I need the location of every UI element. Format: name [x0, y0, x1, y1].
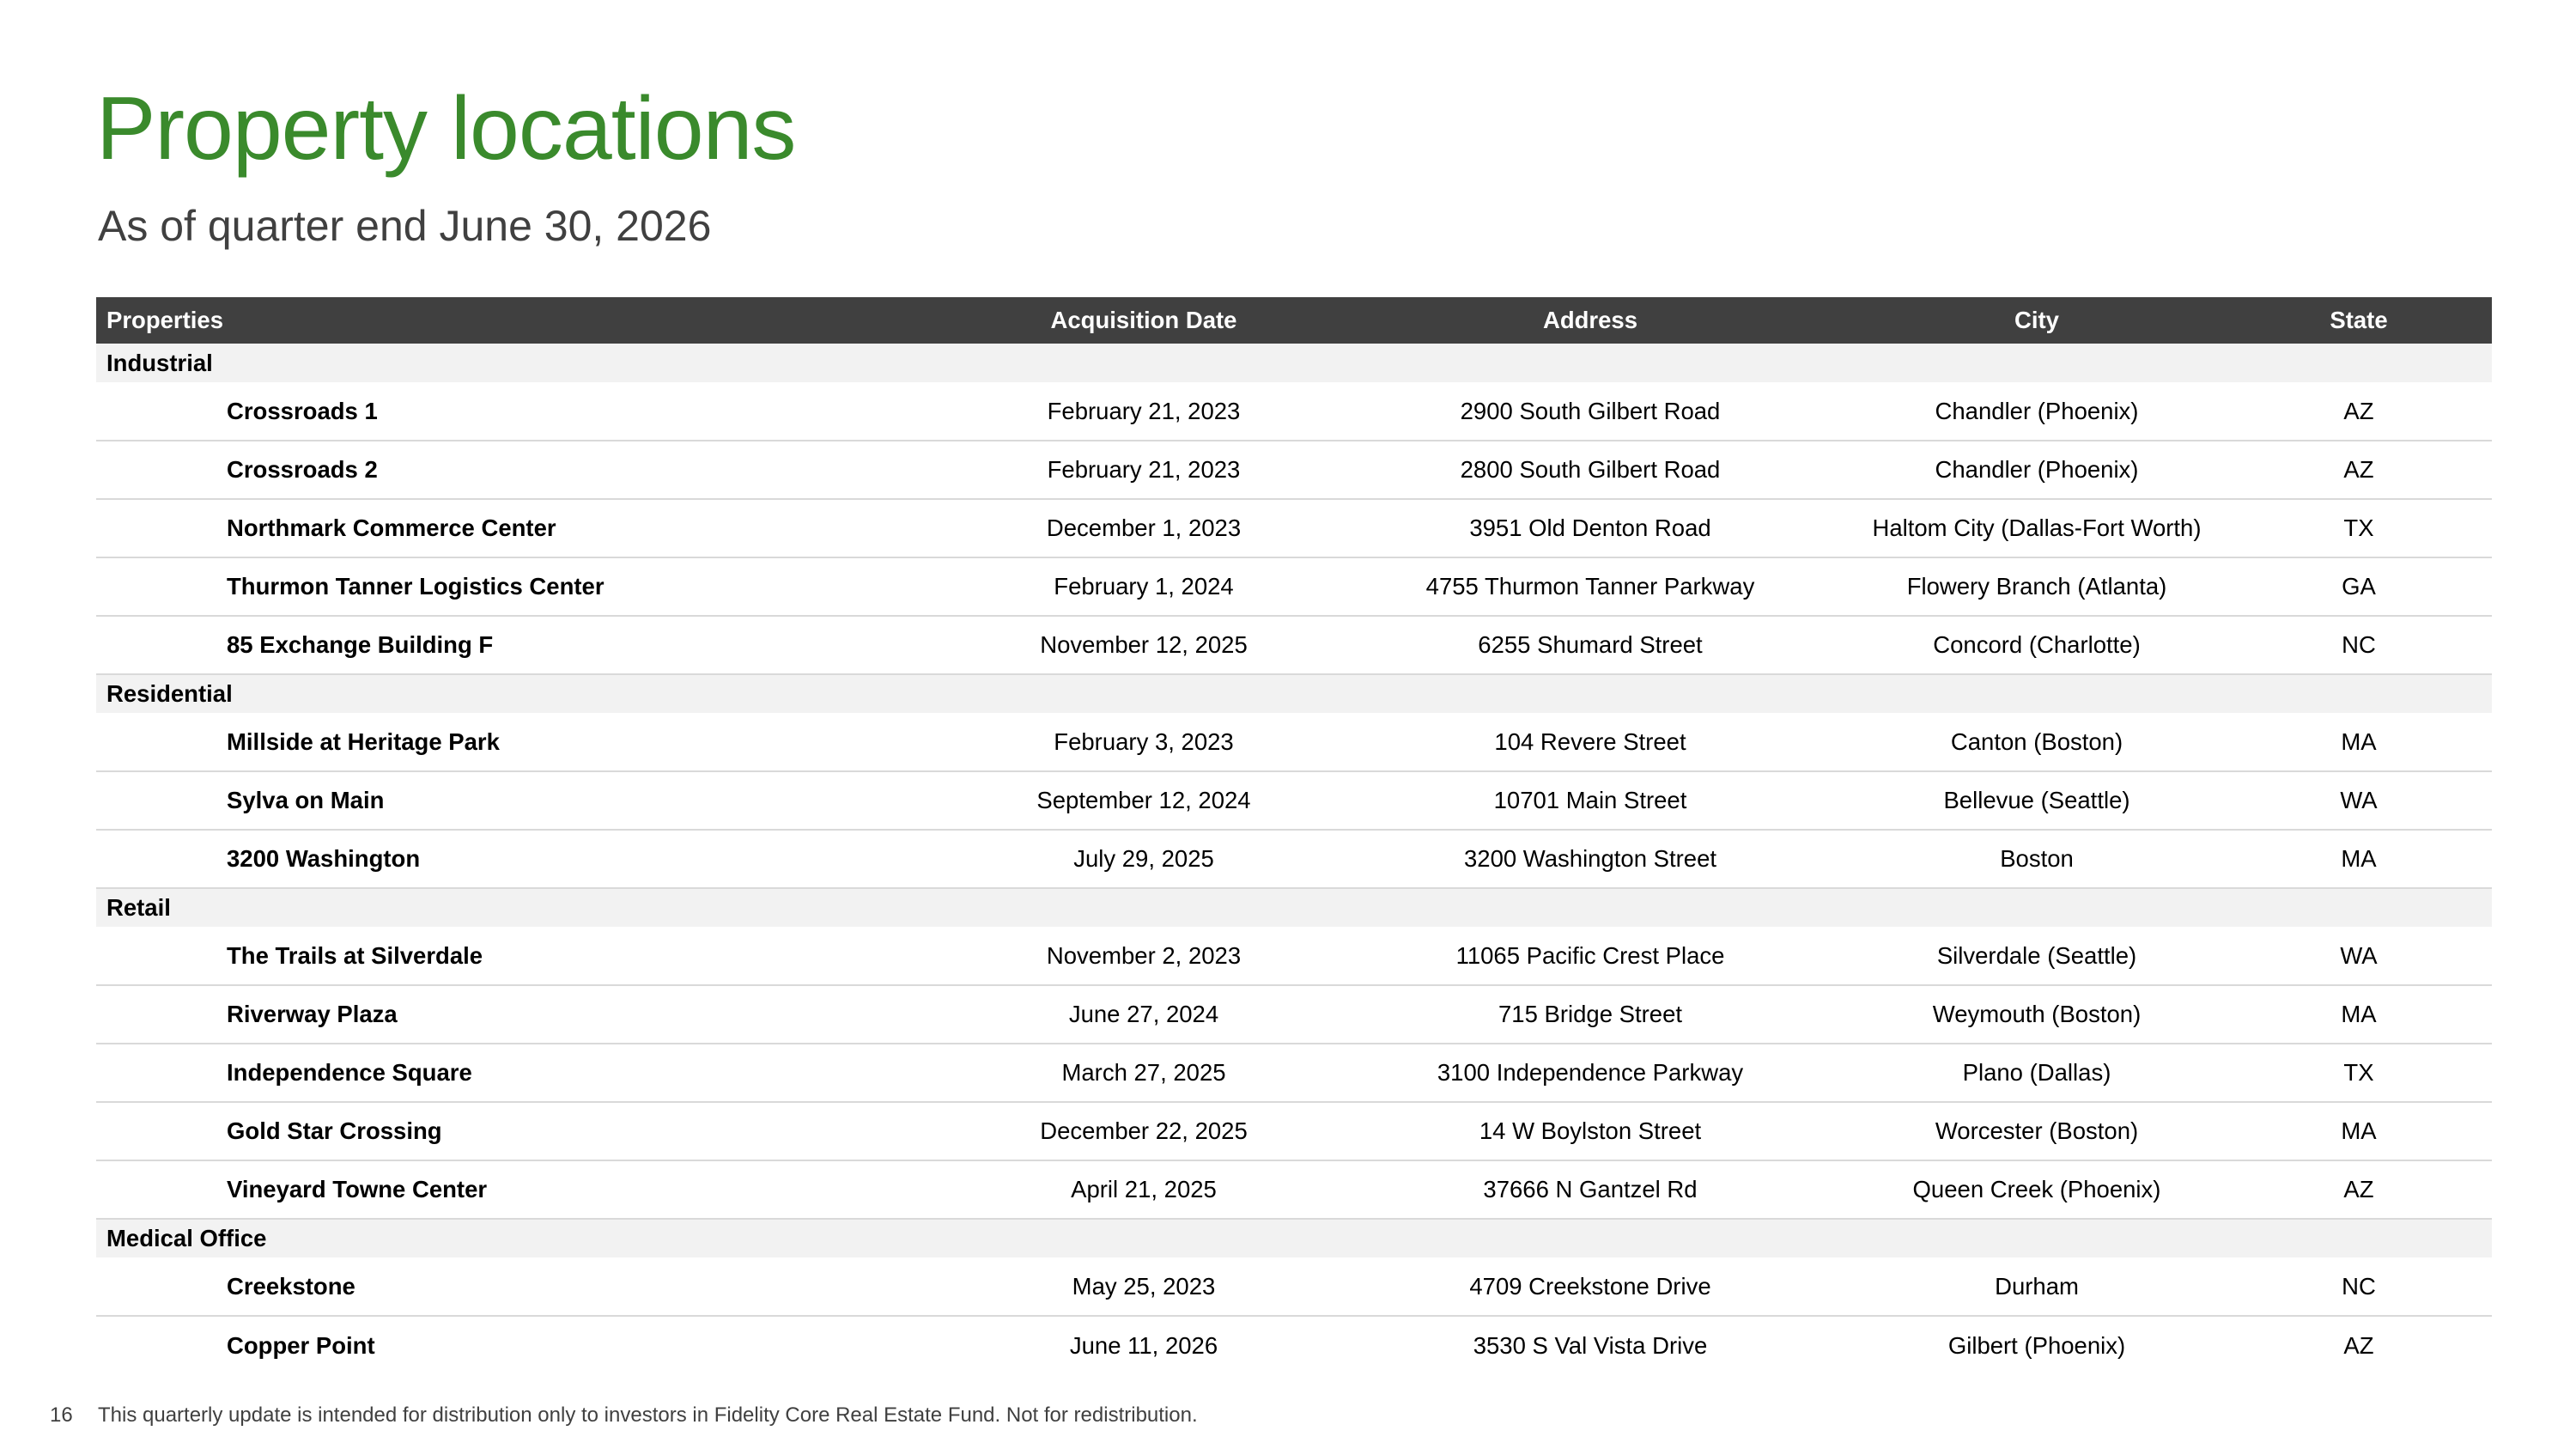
table-row: [96, 557, 2492, 616]
property-name: Northmark Commerce Center: [96, 499, 955, 557]
acquisition-date: September 12, 2024: [955, 771, 1333, 830]
category-row: [96, 888, 2492, 927]
city: Chandler (Phoenix): [1848, 441, 2226, 499]
property-name: Crossroads 2: [96, 441, 955, 499]
city: Boston: [1848, 830, 2226, 888]
acquisition-date: June 11, 2026: [1069, 1331, 1218, 1359]
page-title: Property locations: [96, 79, 796, 179]
acquisition-date: July 29, 2025: [955, 830, 1333, 888]
address: 2800 South Gilbert Road: [1333, 441, 1848, 499]
state: NC: [2226, 1257, 2492, 1316]
city: Durham: [1848, 1257, 2226, 1316]
address: 104 Revere Street: [1333, 713, 1848, 771]
table-row: [96, 616, 2492, 674]
city: Haltom City (Dallas-Fort Worth): [1848, 499, 2226, 557]
property-name: Creekstone: [96, 1257, 955, 1316]
address: 4755 Thurmon Tanner Parkway: [1333, 557, 1848, 616]
state: WA: [2226, 927, 2492, 985]
city: Chandler (Phoenix): [1848, 382, 2226, 441]
city: Queen Creek (Phoenix): [1848, 1160, 2226, 1219]
page-number: 16: [50, 1403, 73, 1427]
city: Silverdale (Seattle): [1848, 927, 2226, 985]
acquisition-date: February 21, 2023: [955, 441, 1333, 499]
table-row: [96, 985, 2492, 1044]
state: MA: [2226, 1102, 2492, 1160]
footer: [50, 1403, 1198, 1428]
table-row: [96, 1102, 2492, 1160]
address: 3200 Washington Street: [1333, 830, 1848, 888]
city: Bellevue (Seattle): [1848, 771, 2226, 830]
city: Gilbert (Phoenix): [1947, 1331, 2126, 1359]
state: AZ: [2226, 1160, 2492, 1219]
table-row: [96, 1257, 2492, 1316]
table-row: [96, 771, 2492, 830]
state: TX: [2226, 499, 2492, 557]
acquisition-date: June 27, 2024: [955, 985, 1333, 1044]
table-row: [96, 830, 2492, 888]
category-label: Medical Office: [96, 1219, 2492, 1257]
state: MA: [2226, 985, 2492, 1044]
address: 11065 Pacific Crest Place: [1333, 927, 1848, 985]
header-address: Address: [1333, 297, 1848, 344]
table-row: [96, 927, 2492, 985]
city: Plano (Dallas): [1848, 1044, 2226, 1102]
acquisition-date: February 3, 2023: [955, 713, 1333, 771]
address: 14 W Boylston Street: [1333, 1102, 1848, 1160]
address: 715 Bridge Street: [1333, 985, 1848, 1044]
state: GA: [2226, 557, 2492, 616]
address: 3100 Independence Parkway: [1333, 1044, 1848, 1102]
table-row: [96, 441, 2492, 499]
acquisition-date: March 27, 2025: [955, 1044, 1333, 1102]
address: 3530 S Val Vista Drive: [1473, 1331, 1708, 1359]
state: AZ: [2226, 441, 2492, 499]
table-body: [96, 344, 2492, 1374]
acquisition-date: April 21, 2025: [955, 1160, 1333, 1219]
state: AZ: [2226, 382, 2492, 441]
property-name: Crossroads 1: [96, 382, 955, 441]
category-label: Industrial: [96, 344, 2492, 382]
city: Concord (Charlotte): [1848, 616, 2226, 674]
state: MA: [2226, 713, 2492, 771]
table-row: [96, 713, 2492, 771]
header-acquisition-date: Acquisition Date: [955, 297, 1333, 344]
city: Weymouth (Boston): [1848, 985, 2226, 1044]
state: WA: [2226, 771, 2492, 830]
header-state: State: [2226, 297, 2492, 344]
state: AZ: [2343, 1331, 2374, 1359]
property-name: Sylva on Main: [96, 771, 955, 830]
address: 37666 N Gantzel Rd: [1333, 1160, 1848, 1219]
table-row: [96, 1316, 2492, 1374]
acquisition-date: November 12, 2025: [955, 616, 1333, 674]
property-name: Independence Square: [96, 1044, 955, 1102]
table-row: [96, 382, 2492, 441]
address: 3951 Old Denton Road: [1333, 499, 1848, 557]
property-name: Vineyard Towne Center: [96, 1160, 955, 1219]
address: 6255 Shumard Street: [1333, 616, 1848, 674]
property-name: Thurmon Tanner Logistics Center: [96, 557, 955, 616]
city: Flowery Branch (Atlanta): [1848, 557, 2226, 616]
property-name: Gold Star Crossing: [96, 1102, 955, 1160]
category-label: Residential: [96, 674, 2492, 713]
address: 4709 Creekstone Drive: [1333, 1257, 1848, 1316]
footer-disclaimer: This quarterly update is intended for distribution only to investors in Fidelity Core Real Estate Fund. Not for redistribution.: [98, 1403, 1198, 1427]
header-city: City: [1848, 297, 2226, 344]
table-header-row: [96, 297, 2492, 344]
property-name: 85 Exchange Building F: [96, 616, 955, 674]
property-name: Riverway Plaza: [96, 985, 955, 1044]
property-name: The Trails at Silverdale: [96, 927, 955, 985]
city: Worcester (Boston): [1848, 1102, 2226, 1160]
address: 2900 South Gilbert Road: [1333, 382, 1848, 441]
category-row: [96, 1219, 2492, 1257]
header-properties: Properties: [96, 297, 955, 344]
category-label: Retail: [96, 888, 2492, 927]
acquisition-date: May 25, 2023: [955, 1257, 1333, 1316]
acquisition-date: December 1, 2023: [955, 499, 1333, 557]
acquisition-date: February 21, 2023: [955, 382, 1333, 441]
table-row: [96, 499, 2492, 557]
property-name: Copper Point: [227, 1331, 375, 1359]
city: Canton (Boston): [1848, 713, 2226, 771]
state: NC: [2226, 616, 2492, 674]
acquisition-date: February 1, 2024: [955, 557, 1333, 616]
state: MA: [2226, 830, 2492, 888]
property-name: 3200 Washington: [96, 830, 955, 888]
table-row: [96, 1160, 2492, 1219]
state: TX: [2226, 1044, 2492, 1102]
property-name: Millside at Heritage Park: [96, 713, 955, 771]
table-row: [96, 1044, 2492, 1102]
category-row: [96, 344, 2492, 382]
address: 10701 Main Street: [1333, 771, 1848, 830]
acquisition-date: November 2, 2023: [955, 927, 1333, 985]
category-row: [96, 674, 2492, 713]
page-subtitle: As of quarter end June 30, 2026: [98, 202, 712, 250]
acquisition-date: December 22, 2025: [955, 1102, 1333, 1160]
property-table: [96, 297, 2492, 1374]
